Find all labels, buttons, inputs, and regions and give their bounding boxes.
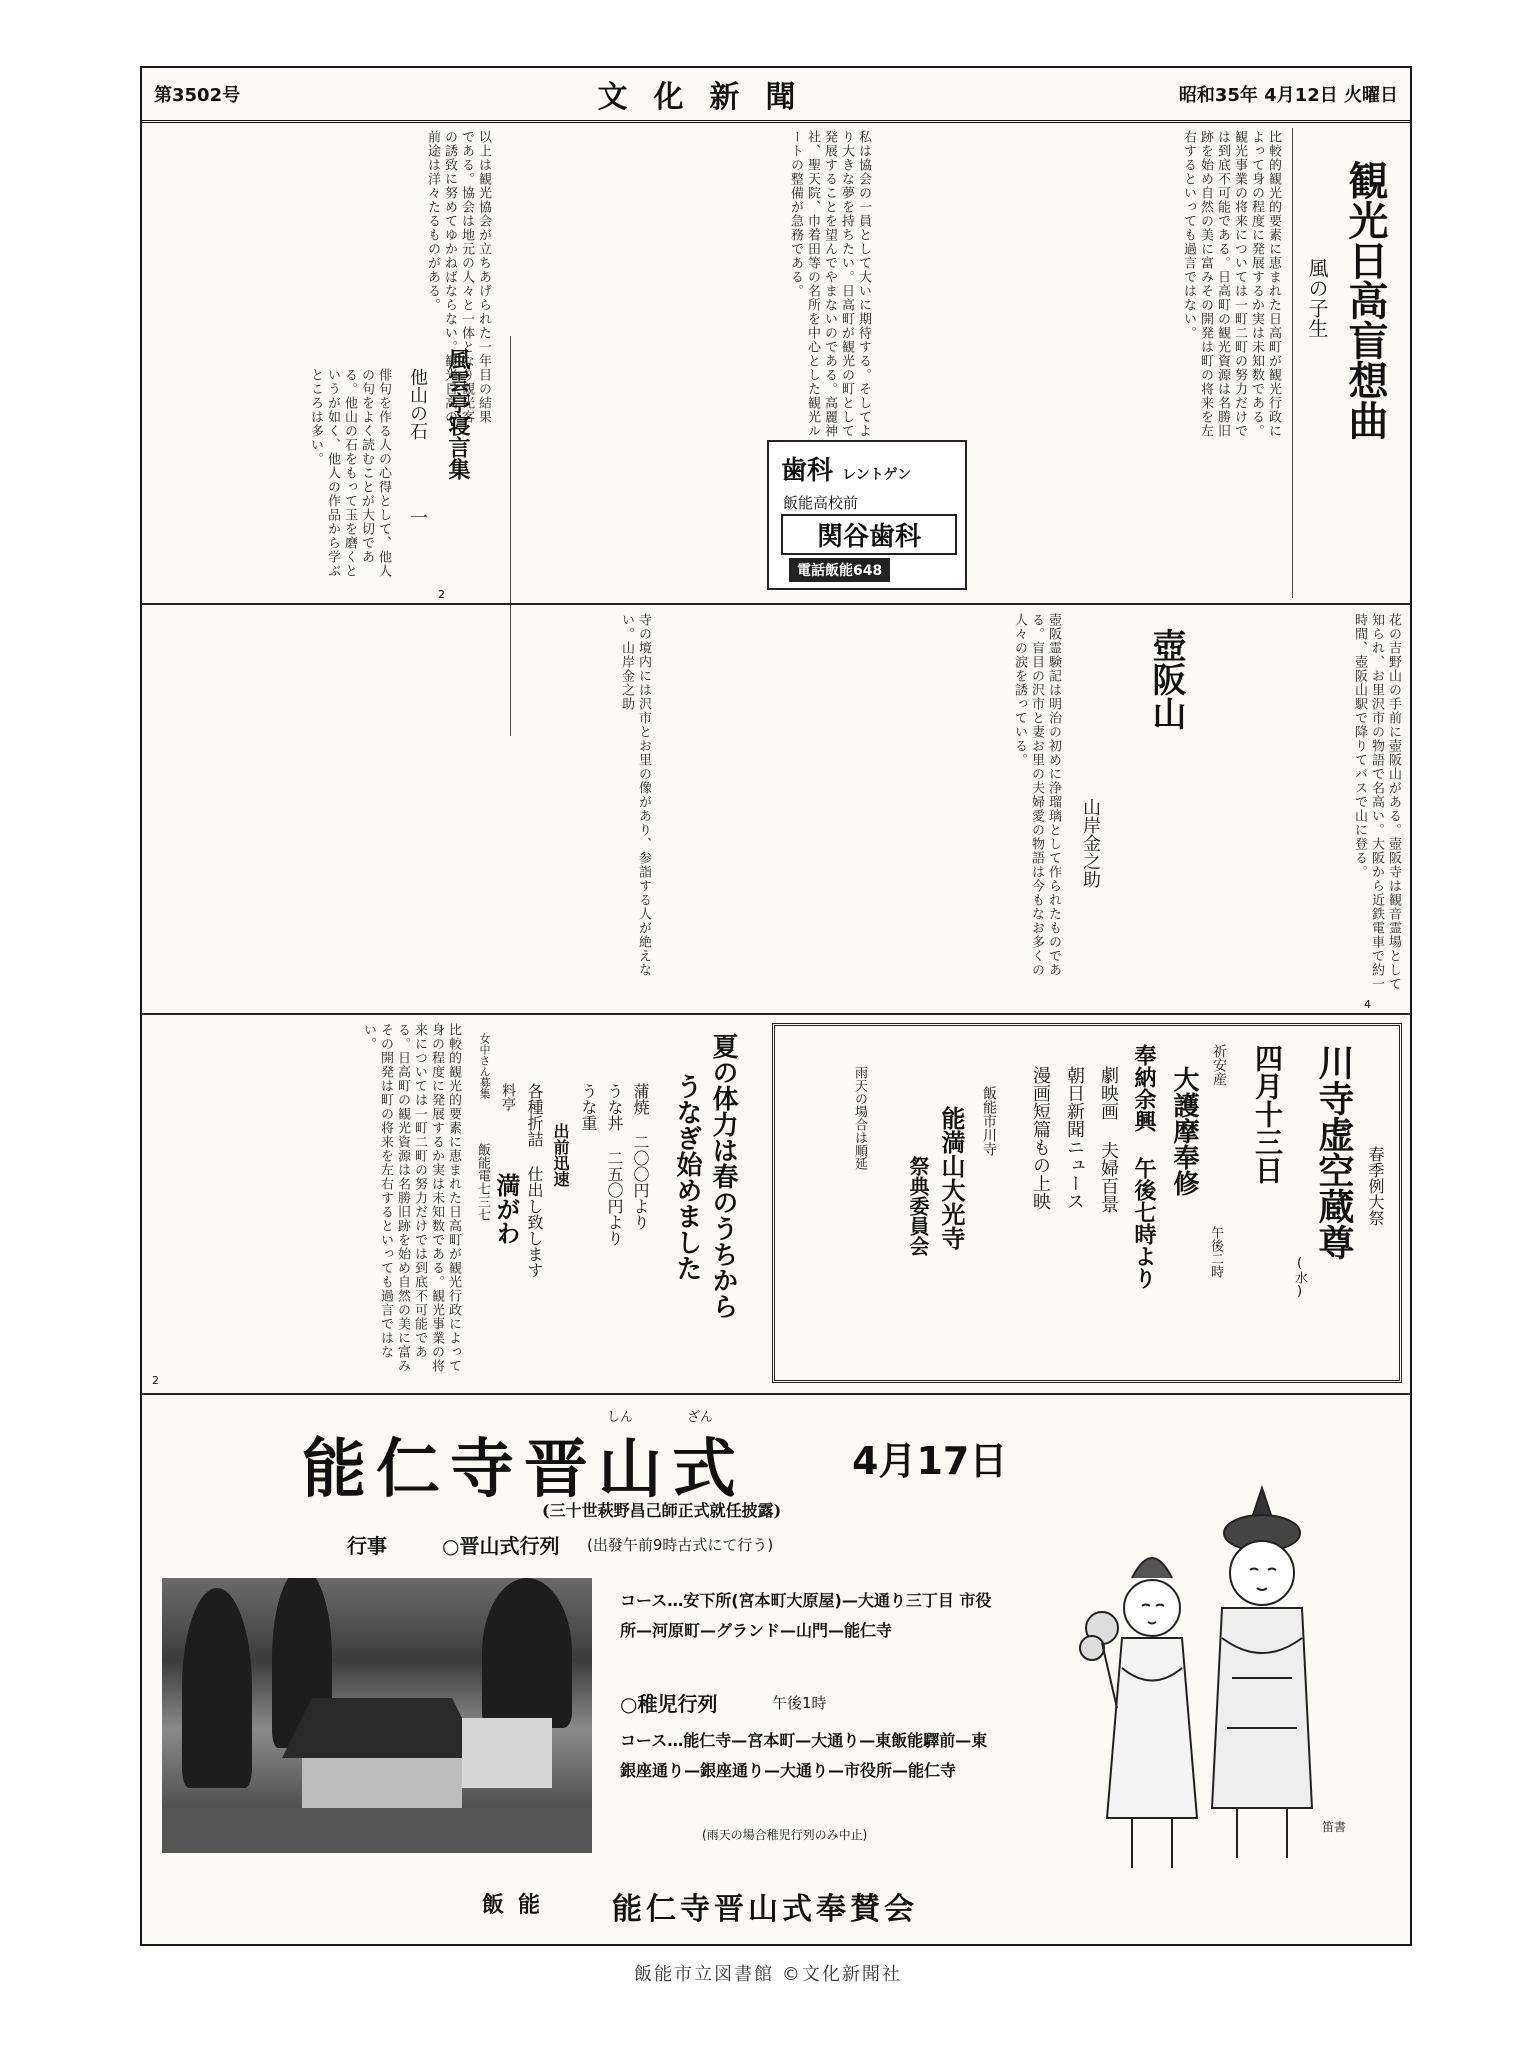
- kawadera-film: 劇映画 夫婦百景: [1098, 1066, 1119, 1213]
- unagi-shop-kind: 料亭: [500, 1083, 516, 1111]
- page-number-2-top: 2: [438, 588, 445, 601]
- unagi-item1: 蒲焼 二〇〇円より: [631, 1083, 650, 1230]
- unagi-ad: [472, 1023, 762, 1383]
- page-number-2-bottom: 2: [152, 1374, 159, 1387]
- article1-body3: 以上は観光協会が立ちあげられた一年目の結果である。協会は地元の人々と一体となり観光客の誘致に努めてゆかねばならない。観光日高の前途は洋々たるものがある。: [425, 130, 491, 424]
- article1-title: 観光日高盲想曲: [1342, 160, 1388, 440]
- kawadera-goma-time: 午後二時: [1208, 1226, 1223, 1278]
- kawadera-org-place: 飯能市川寺: [981, 1086, 997, 1156]
- dental-phone: 電話飯能648: [789, 558, 890, 582]
- dental-ad: [767, 440, 967, 590]
- unagi-staff: 女中さん募集: [478, 1033, 491, 1099]
- kawadera-festival: 春季例大祭: [1366, 1146, 1385, 1226]
- kazagumo-subtitle: 他山の石: [407, 368, 428, 440]
- kawadera-title: 川寺虚空蔵尊: [1313, 1044, 1354, 1260]
- issue-number: 第3502号: [154, 85, 241, 106]
- dental-location: 飯能高校前: [783, 494, 859, 512]
- unagi-phone: 飯能電七三七: [475, 1143, 490, 1221]
- dental-name: 関谷歯科: [781, 514, 957, 555]
- nouninji-procession-note: (出發午前9時古式にて行う): [587, 1536, 774, 1554]
- article1-body2: 私は協会の一員として大いに期待する。そしてより大きな夢を持ちたい。日高町が観光の町として発展することを望んでやまないのである。高麗神社、聖天院、巾着田等の名所を中心とした観光ルートの整備が急務である。: [788, 130, 871, 438]
- dental-label: 歯科: [781, 456, 834, 486]
- artist-signature: 笛書: [1322, 1820, 1347, 1834]
- xray-label: レントゲン: [842, 467, 912, 483]
- article1-body1: 比較的観光的要素に恵まれた日高町が観光行政によって身の程度に発展するか実は未知数である。観光事業の将来については一町二町の努力だけでは到底不可能である。日高町の観光資源は名勝旧跡を始め自然の美に富みその開発は町の将来を左右するといっても過言ではない。: [1181, 130, 1281, 438]
- article2-continued: 比較的観光的要素に恵まれた日高町が観光行政によって身の程度に発展するか実は未知数である。観光事業の将来については一町二町の努力だけでは到底不可能である。日高町の観光資源は名勝旧跡を始め自然の美に富みその開発は町の将来を左右するといっても過言ではない。: [361, 1023, 461, 1373]
- kawadera-prayer: 祈安産: [1211, 1044, 1227, 1086]
- nouninji-title: 能仁寺晋山式: [302, 1432, 746, 1507]
- nouninji-date: 4月17日: [852, 1439, 1008, 1483]
- newspaper-title: 文化新聞: [597, 80, 822, 115]
- nouninji-subtitle: (三十世萩野昌己師正式就任披露): [542, 1501, 782, 1520]
- chigo-illustration: [1062, 1478, 1372, 1898]
- unagi-head2: うなぎ始めました: [672, 1073, 702, 1281]
- nouninji-chigo-time: 午後1時: [772, 1694, 827, 1712]
- unagi-delivery: 出前迅速: [551, 1123, 570, 1187]
- nouninji-ruby1: しん: [607, 1410, 634, 1425]
- kawadera-date-note: (水): [1292, 1256, 1307, 1299]
- issue-date: [1179, 81, 1398, 107]
- kawadera-entertainment: 奉納余興 午後七時より: [1131, 1044, 1156, 1289]
- nouninji-ruby2: ざん: [687, 1410, 714, 1425]
- weekday-text: 火曜日: [1344, 85, 1398, 106]
- nouninji-sponsor: 能仁寺晋山式奉賛会: [612, 1892, 918, 1927]
- temple-photo: [162, 1578, 592, 1853]
- masthead: [142, 68, 1410, 123]
- nouninji-ad: [142, 1398, 1410, 1946]
- nouninji-event-label: 行事: [347, 1534, 387, 1558]
- kawadera-ad: [772, 1023, 1402, 1383]
- page-number-4: 4: [1364, 998, 1371, 1011]
- article2-author: 山岸金之助: [1080, 798, 1101, 888]
- nouninji-rain-note: (雨天の場合稚児行列のみ中止): [702, 1828, 868, 1842]
- kawadera-news: 朝日新聞ニュース: [1064, 1066, 1085, 1210]
- kawadera-date: 四月十三日: [1251, 1044, 1284, 1184]
- newspaper-page: [140, 66, 1412, 1946]
- library-footer: 飯能市立図書館 ©文化新聞社: [634, 1964, 902, 1985]
- article1-author: 風の子生: [1305, 258, 1329, 338]
- nouninji-procession: ○晋山式行列: [442, 1534, 560, 1558]
- article2-body1: 花の吉野山の手前に壺阪山がある。壺阪寺は観音霊場として知られ、お里沢市の物語で名高い。大阪から近鉄電車で約一時間、壺阪山駅で降りてバスで山に登る。: [1352, 613, 1401, 991]
- article2-body2: 壺阪霊験記は明治の初めに浄瑠璃として作られたものである。盲目の沢市と妻お里の夫婦愛の物語は今もなお多くの人々の涙を誘っている。: [1012, 613, 1061, 977]
- unagi-orders: 各種折詰 仕出し致します: [525, 1083, 544, 1278]
- kawadera-note: 雨天の場合は順延: [852, 1066, 867, 1170]
- nouninji-chigo: ○稚児行列: [620, 1692, 718, 1716]
- article2-title: 壺阪山: [1146, 628, 1186, 730]
- kazagumo-num: 一: [407, 508, 428, 526]
- article2-body3: 寺の境内には沢市とお里の像があり、参詣する人が絶えない。山岸金之助: [619, 613, 651, 977]
- kawadera-org: 能満山大光寺: [937, 1106, 965, 1250]
- kazagumo-title: 風雲亭寝言集: [445, 348, 470, 480]
- date-text: 昭和35年 4月12日: [1178, 85, 1338, 106]
- kawadera-goma: 大護摩奉修: [1169, 1066, 1199, 1196]
- kawadera-manga: 漫画短篇もの上映: [1030, 1066, 1051, 1210]
- nouninji-course2: コース…能仁寺—宮本町—大通り—東飯能驛前—東銀座通り—銀座通り—大通り—市役所—能仁寺: [620, 1731, 988, 1780]
- unagi-shop: 満がわ: [492, 1173, 520, 1245]
- nouninji-course1: コース…安下所(宮本町大原屋)—大通り三丁目 市役所—河原町—グランド—山門—能仁寺: [620, 1591, 992, 1640]
- kazagumo-body: 俳句を作る人の心得として、他人の句をよく読むことが大切である。他山の石をもって玉を磨くというが如く、他人の作品から学ぶところは多い。: [308, 368, 391, 578]
- unagi-item2: うな丼 二五〇円より: [605, 1083, 624, 1246]
- nouninji-sponsor-place: 飯能: [482, 1893, 555, 1918]
- kawadera-org2: 祭典委員会: [906, 1156, 930, 1256]
- unagi-head1: 夏の体力は春のうちから: [708, 1033, 738, 1319]
- unagi-item3: うな重: [579, 1083, 598, 1131]
